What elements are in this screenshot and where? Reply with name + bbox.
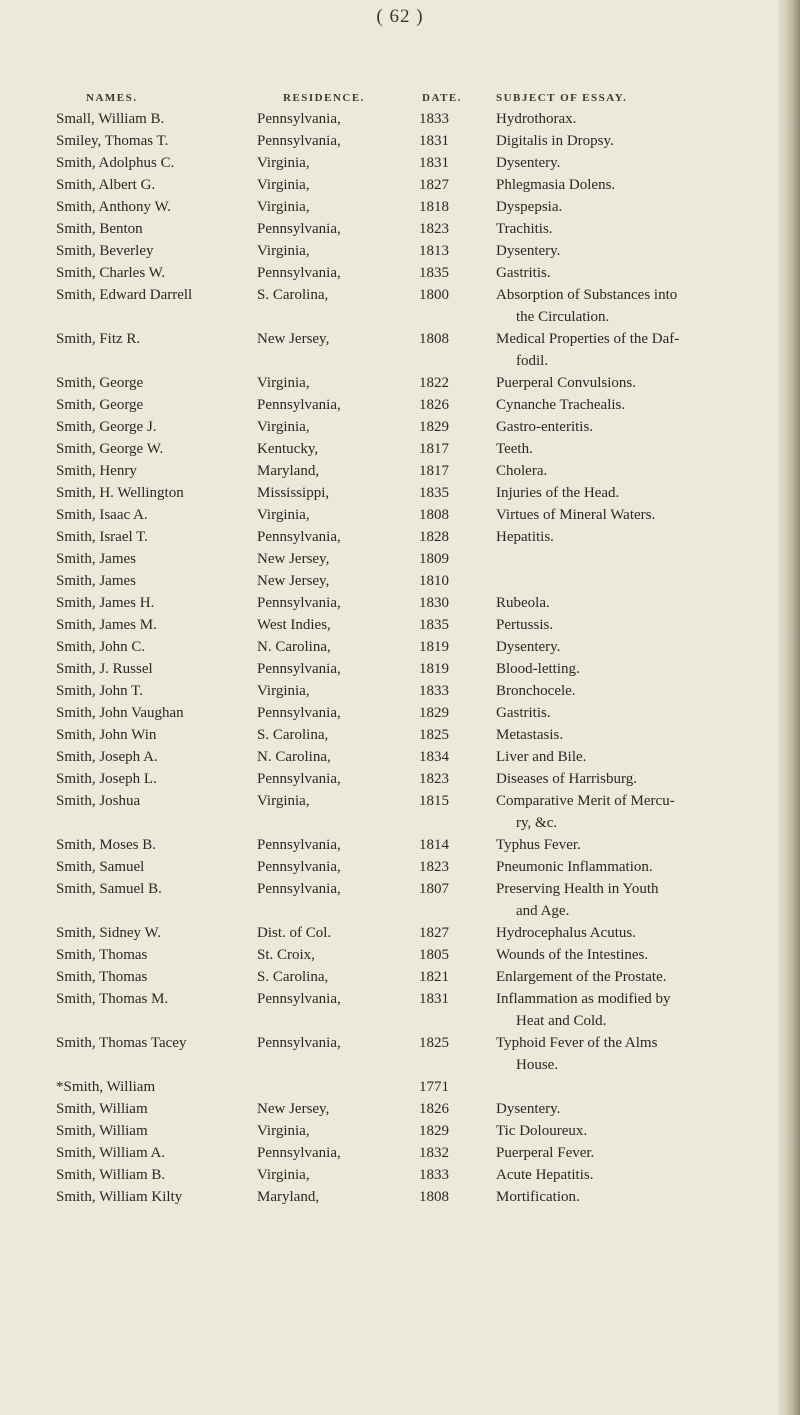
table-row — [0, 1142, 800, 1164]
name-cell: Smith, Fitz R. — [56, 331, 141, 347]
date-cell: 1831 — [419, 991, 449, 1007]
residence-cell: West Indies, — [257, 617, 331, 633]
name-cell: Smith, James — [56, 551, 137, 567]
subject-cell — [496, 504, 778, 526]
subject-cell — [496, 1142, 778, 1164]
subject-cell — [496, 966, 778, 988]
name-cell: Smith, Samuel B. — [56, 881, 162, 897]
subject-line-continued: Heat and Cold. — [516, 1013, 607, 1029]
table-row — [0, 416, 800, 438]
date-cell: 1814 — [419, 837, 449, 853]
subject-line: Typhoid Fever of the Alms — [496, 1035, 658, 1051]
subject-line: Comparative Merit of Mercu- — [496, 793, 675, 809]
name-cell: Smith, William — [56, 1123, 148, 1139]
subject-line: Inflammation as modified by — [496, 991, 671, 1007]
residence-cell: S. Carolina, — [257, 969, 329, 985]
date-cell: 1805 — [419, 947, 449, 963]
subject-line: Typhus Fever. — [496, 837, 581, 853]
date-cell: 1831 — [419, 155, 449, 171]
name-cell: *Smith, William — [56, 1079, 156, 1095]
date-cell: 1825 — [419, 727, 449, 743]
name-cell: Smith, Adolphus C. — [56, 155, 175, 171]
page-number: ( 62 ) — [376, 6, 424, 27]
date-cell: 1819 — [419, 639, 449, 655]
name-cell: Smith, John T. — [56, 683, 143, 699]
header-names: NAMES. — [86, 92, 138, 104]
subject-cell — [496, 152, 778, 174]
subject-line: Pneumonic Inflammation. — [496, 859, 653, 875]
table-row — [0, 856, 800, 878]
residence-cell: Kentucky, — [257, 441, 319, 457]
subject-cell — [496, 1098, 778, 1120]
subject-cell — [496, 1032, 778, 1076]
residence-cell: Pennsylvania, — [257, 529, 341, 545]
table-row — [0, 438, 800, 460]
residence-cell: S. Carolina, — [257, 727, 329, 743]
subject-line: Digitalis in Dropsy. — [496, 133, 614, 149]
subject-line: Hydrothorax. — [496, 111, 577, 127]
table-row — [0, 108, 800, 130]
name-cell: Smith, Isaac A. — [56, 507, 148, 523]
subject-cell — [496, 130, 778, 152]
residence-cell: Pennsylvania, — [257, 705, 341, 721]
subject-cell — [496, 834, 778, 856]
name-cell: Small, William B. — [56, 111, 165, 127]
table-row — [0, 944, 800, 966]
subject-cell — [496, 790, 778, 834]
name-cell: Smith, John Win — [56, 727, 157, 743]
subject-line: Dysentery. — [496, 1101, 561, 1117]
subject-line: Enlargement of the Prostate. — [496, 969, 667, 985]
residence-cell: Virginia, — [257, 507, 310, 523]
table-row — [0, 152, 800, 174]
residence-cell: Pennsylvania, — [257, 771, 341, 787]
name-cell: Smith, Anthony W. — [56, 199, 172, 215]
name-cell: Smith, Sidney W. — [56, 925, 162, 941]
date-cell: 1823 — [419, 771, 449, 787]
name-cell: Smith, Thomas — [56, 969, 148, 985]
subject-line-continued: the Circulation. — [516, 309, 610, 325]
residence-cell: Virginia, — [257, 375, 310, 391]
name-cell: Smith, John Vaughan — [56, 705, 184, 721]
subject-line: Acute Hepatitis. — [496, 1167, 594, 1183]
date-cell: 1828 — [419, 529, 449, 545]
name-cell: Smith, Moses B. — [56, 837, 157, 853]
residence-cell: Pennsylvania, — [257, 111, 341, 127]
date-cell: 1835 — [419, 265, 449, 281]
date-cell: 1810 — [419, 573, 449, 589]
date-cell: 1833 — [419, 683, 449, 699]
name-cell: Smith, George — [56, 397, 144, 413]
subject-line: Gastro-enteritis. — [496, 419, 594, 435]
table-row — [0, 130, 800, 152]
subject-line: Absorption of Substances into — [496, 287, 678, 303]
subject-cell — [496, 438, 778, 460]
subject-cell — [496, 1186, 778, 1208]
subject-line: Diseases of Harrisburg. — [496, 771, 637, 787]
date-cell: 1823 — [419, 859, 449, 875]
subject-line: Metastasis. — [496, 727, 564, 743]
subject-line: Pertussis. — [496, 617, 554, 633]
residence-cell: Pennsylvania, — [257, 265, 341, 281]
subject-cell — [496, 1164, 778, 1186]
table-row — [0, 240, 800, 262]
table-row — [0, 174, 800, 196]
table-row — [0, 526, 800, 548]
subject-line: Dysentery. — [496, 639, 561, 655]
name-cell: Smith, William A. — [56, 1145, 166, 1161]
table-row — [0, 262, 800, 284]
subject-line: Hepatitis. — [496, 529, 554, 545]
residence-cell: New Jersey, — [257, 551, 330, 567]
name-cell: Smith, Edward Darrell — [56, 287, 193, 303]
subject-cell — [496, 328, 778, 372]
residence-cell: Pennsylvania, — [257, 661, 341, 677]
table-row — [0, 570, 800, 592]
subject-cell — [496, 724, 778, 746]
date-cell: 1822 — [419, 375, 449, 391]
subject-cell — [496, 482, 778, 504]
subject-cell — [496, 284, 778, 328]
table-row — [0, 768, 800, 790]
date-cell: 1825 — [419, 1035, 449, 1051]
table-row — [0, 372, 800, 394]
header-date: DATE. — [422, 92, 462, 104]
residence-cell: Maryland, — [257, 1189, 320, 1205]
table-row — [0, 834, 800, 856]
date-cell: 1808 — [419, 1189, 449, 1205]
name-cell: Smith, James H. — [56, 595, 155, 611]
name-cell: Smith, William Kilty — [56, 1189, 183, 1205]
date-cell: 1807 — [419, 881, 449, 897]
table-row — [0, 966, 800, 988]
residence-cell: Virginia, — [257, 155, 310, 171]
date-cell: 1817 — [419, 441, 449, 457]
date-cell: 1832 — [419, 1145, 449, 1161]
date-cell: 1827 — [419, 177, 449, 193]
subject-line: Cynanche Trachealis. — [496, 397, 626, 413]
subject-line: Blood-letting. — [496, 661, 580, 677]
subject-cell — [496, 878, 778, 922]
table-row — [0, 658, 800, 680]
table-row — [0, 1098, 800, 1120]
residence-cell: Pennsylvania, — [257, 991, 341, 1007]
residence-cell: Pennsylvania, — [257, 397, 341, 413]
name-cell: Smith, Thomas M. — [56, 991, 169, 1007]
date-cell: 1830 — [419, 595, 449, 611]
subject-line: Gastritis. — [496, 265, 551, 281]
subject-cell — [496, 658, 778, 680]
table-row — [0, 328, 800, 372]
table-row — [0, 790, 800, 834]
subject-cell — [496, 1120, 778, 1142]
residence-cell: N. Carolina, — [257, 639, 331, 655]
date-cell: 1826 — [419, 397, 449, 413]
subject-line: Wounds of the Intestines. — [496, 947, 649, 963]
table-row — [0, 878, 800, 922]
date-cell: 1826 — [419, 1101, 449, 1117]
name-cell: Smith, John C. — [56, 639, 146, 655]
subject-cell — [496, 416, 778, 438]
subject-line: Preserving Health in Youth — [496, 881, 659, 897]
residence-cell: Dist. of Col. — [257, 925, 332, 941]
date-cell: 1831 — [419, 133, 449, 149]
date-cell: 1819 — [419, 661, 449, 677]
subject-cell — [496, 680, 778, 702]
table-row — [0, 746, 800, 768]
subject-line-continued: House. — [516, 1057, 559, 1073]
subject-line-continued: fodil. — [516, 353, 549, 369]
subject-cell — [496, 262, 778, 284]
residence-cell: Virginia, — [257, 243, 310, 259]
table-row — [0, 218, 800, 240]
subject-cell — [496, 460, 778, 482]
table-row — [0, 1032, 800, 1076]
date-cell: 1815 — [419, 793, 449, 809]
name-cell: Smith, James — [56, 573, 137, 589]
subject-line-continued: and Age. — [516, 903, 570, 919]
date-cell: 1833 — [419, 1167, 449, 1183]
table-row — [0, 504, 800, 526]
table-row — [0, 922, 800, 944]
subject-cell — [496, 526, 778, 548]
subject-line: Dysentery. — [496, 243, 561, 259]
date-cell: 1833 — [419, 111, 449, 127]
residence-cell: St. Croix, — [257, 947, 315, 963]
table-row — [0, 394, 800, 416]
subject-line: Gastritis. — [496, 705, 551, 721]
subject-line-continued: ry, &c. — [516, 815, 558, 831]
residence-cell: Virginia, — [257, 793, 310, 809]
name-cell: Smith, Charles W. — [56, 265, 166, 281]
date-cell: 1821 — [419, 969, 449, 985]
subject-line: Puerperal Convulsions. — [496, 375, 636, 391]
name-cell: Smith, Albert G. — [56, 177, 156, 193]
table-row — [0, 988, 800, 1032]
subject-line: Phlegmasia Dolens. — [496, 177, 616, 193]
table-row — [0, 548, 800, 570]
name-cell: Smith, Joseph A. — [56, 749, 158, 765]
subject-cell — [496, 768, 778, 790]
table-row — [0, 702, 800, 724]
header-residence: RESIDENCE. — [283, 92, 365, 104]
subject-line: Hydrocephalus Acutus. — [496, 925, 636, 941]
name-cell: Smith, Thomas Tacey — [56, 1035, 187, 1051]
table-row — [0, 636, 800, 658]
residence-cell: N. Carolina, — [257, 749, 331, 765]
residence-cell: Pennsylvania, — [257, 133, 341, 149]
subject-cell — [496, 636, 778, 658]
subject-line: Puerperal Fever. — [496, 1145, 595, 1161]
subject-cell — [496, 174, 778, 196]
subject-cell — [496, 108, 778, 130]
subject-cell — [496, 218, 778, 240]
residence-cell: Virginia, — [257, 199, 310, 215]
subject-line: Tic Doloureux. — [496, 1123, 588, 1139]
residence-cell: New Jersey, — [257, 331, 330, 347]
table-row — [0, 680, 800, 702]
name-cell: Smith, Samuel — [56, 859, 145, 875]
table-row — [0, 460, 800, 482]
residence-cell: New Jersey, — [257, 1101, 330, 1117]
name-cell: Smith, Henry — [56, 463, 137, 479]
name-cell: Smith, Thomas — [56, 947, 148, 963]
date-cell: 1808 — [419, 331, 449, 347]
essay-table — [0, 108, 800, 1208]
residence-cell: Pennsylvania, — [257, 881, 341, 897]
subject-cell — [496, 196, 778, 218]
date-cell: 1813 — [419, 243, 449, 259]
subject-line: Virtues of Mineral Waters. — [496, 507, 656, 523]
residence-cell: Virginia, — [257, 419, 310, 435]
name-cell: Smiley, Thomas T. — [56, 133, 169, 149]
subject-line: Medical Properties of the Daf- — [496, 331, 680, 347]
date-cell: 1817 — [419, 463, 449, 479]
date-cell: 1809 — [419, 551, 449, 567]
subject-cell — [496, 988, 778, 1032]
residence-cell: New Jersey, — [257, 573, 330, 589]
name-cell: Smith, Benton — [56, 221, 143, 237]
name-cell: Smith, William B. — [56, 1167, 166, 1183]
name-cell: Smith, Joshua — [56, 793, 141, 809]
name-cell: Smith, Joseph L. — [56, 771, 157, 787]
subject-line: Dysentery. — [496, 155, 561, 171]
subject-cell — [496, 944, 778, 966]
date-cell: 1827 — [419, 925, 449, 941]
date-cell: 1834 — [419, 749, 449, 765]
date-cell: 1829 — [419, 705, 449, 721]
table-row — [0, 1120, 800, 1142]
residence-cell: Pennsylvania, — [257, 595, 341, 611]
subject-line: Rubeola. — [496, 595, 550, 611]
subject-cell — [496, 922, 778, 944]
subject-cell — [496, 702, 778, 724]
residence-cell: Virginia, — [257, 1167, 310, 1183]
residence-cell: Virginia, — [257, 177, 310, 193]
subject-line: Mortification. — [496, 1189, 580, 1205]
date-cell: 1835 — [419, 485, 449, 501]
name-cell: Smith, George — [56, 375, 144, 391]
residence-cell: Virginia, — [257, 1123, 310, 1139]
table-row — [0, 1164, 800, 1186]
subject-cell — [496, 372, 778, 394]
date-cell: 1771 — [419, 1079, 449, 1095]
name-cell: Smith, Beverley — [56, 243, 154, 259]
name-cell: Smith, James M. — [56, 617, 157, 633]
subject-line: Cholera. — [496, 463, 548, 479]
table-row — [0, 284, 800, 328]
subject-cell — [496, 240, 778, 262]
subject-line: Liver and Bile. — [496, 749, 587, 765]
name-cell: Smith, George W. — [56, 441, 164, 457]
residence-cell: Maryland, — [257, 463, 320, 479]
date-cell: 1823 — [419, 221, 449, 237]
header-subject: SUBJECT OF ESSAY. — [496, 92, 628, 104]
residence-cell: Mississippi, — [257, 485, 330, 501]
date-cell: 1808 — [419, 507, 449, 523]
name-cell: Smith, Israel T. — [56, 529, 148, 545]
table-row — [0, 724, 800, 746]
subject-cell — [496, 614, 778, 636]
subject-cell — [496, 592, 778, 614]
subject-cell — [496, 856, 778, 878]
subject-line: Trachitis. — [496, 221, 553, 237]
residence-cell: Pennsylvania, — [257, 1145, 341, 1161]
subject-line: Injuries of the Head. — [496, 485, 620, 501]
table-row — [0, 1186, 800, 1208]
date-cell: 1818 — [419, 199, 449, 215]
date-cell: 1829 — [419, 1123, 449, 1139]
date-cell: 1835 — [419, 617, 449, 633]
residence-cell: Virginia, — [257, 683, 310, 699]
residence-cell: Pennsylvania, — [257, 1035, 341, 1051]
name-cell: Smith, H. Wellington — [56, 485, 184, 501]
table-row — [0, 1076, 800, 1098]
date-cell: 1800 — [419, 287, 449, 303]
subject-line: Bronchocele. — [496, 683, 576, 699]
subject-cell — [496, 394, 778, 416]
residence-cell: Pennsylvania, — [257, 221, 341, 237]
name-cell: Smith, J. Russel — [56, 661, 153, 677]
name-cell: Smith, William — [56, 1101, 148, 1117]
table-row — [0, 196, 800, 218]
table-row — [0, 482, 800, 504]
residence-cell: Pennsylvania, — [257, 837, 341, 853]
residence-cell: S. Carolina, — [257, 287, 329, 303]
name-cell: Smith, George J. — [56, 419, 157, 435]
table-row — [0, 614, 800, 636]
date-cell: 1829 — [419, 419, 449, 435]
subject-cell — [496, 746, 778, 768]
subject-line: Dyspepsia. — [496, 199, 563, 215]
subject-line: Teeth. — [496, 441, 533, 457]
table-row — [0, 592, 800, 614]
residence-cell: Pennsylvania, — [257, 859, 341, 875]
